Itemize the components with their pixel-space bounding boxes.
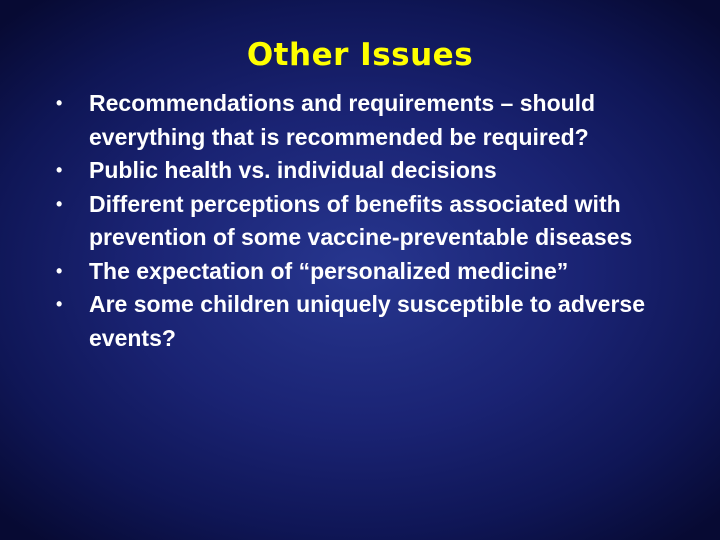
bullet-item xyxy=(56,154,676,188)
bullet-text: Public health vs. individual decisions xyxy=(89,157,497,183)
bullet-icon: • xyxy=(56,93,63,113)
bullet-text: Are some children uniquely susceptible to adverse events? xyxy=(89,291,646,351)
bullet-icon: • xyxy=(56,160,63,180)
bullet-icon: • xyxy=(56,294,63,314)
bullet-icon: • xyxy=(56,260,63,281)
bullet-item xyxy=(56,255,676,289)
slide-title: Other Issues xyxy=(246,37,474,73)
bullet-text: The expectation of “personalized medicine” xyxy=(89,257,569,284)
bullet-item xyxy=(56,288,676,355)
bullet-item xyxy=(56,188,676,255)
bullet-item xyxy=(56,87,676,154)
bullet-icon: • xyxy=(56,193,63,214)
bullet-text: Different perceptions of benefits associated with prevention of some vaccine-preventable diseases xyxy=(89,190,633,250)
bullet-list xyxy=(56,87,676,355)
bullet-text: Recommendations and requirements – should everything that is recommended be required? xyxy=(89,90,596,150)
